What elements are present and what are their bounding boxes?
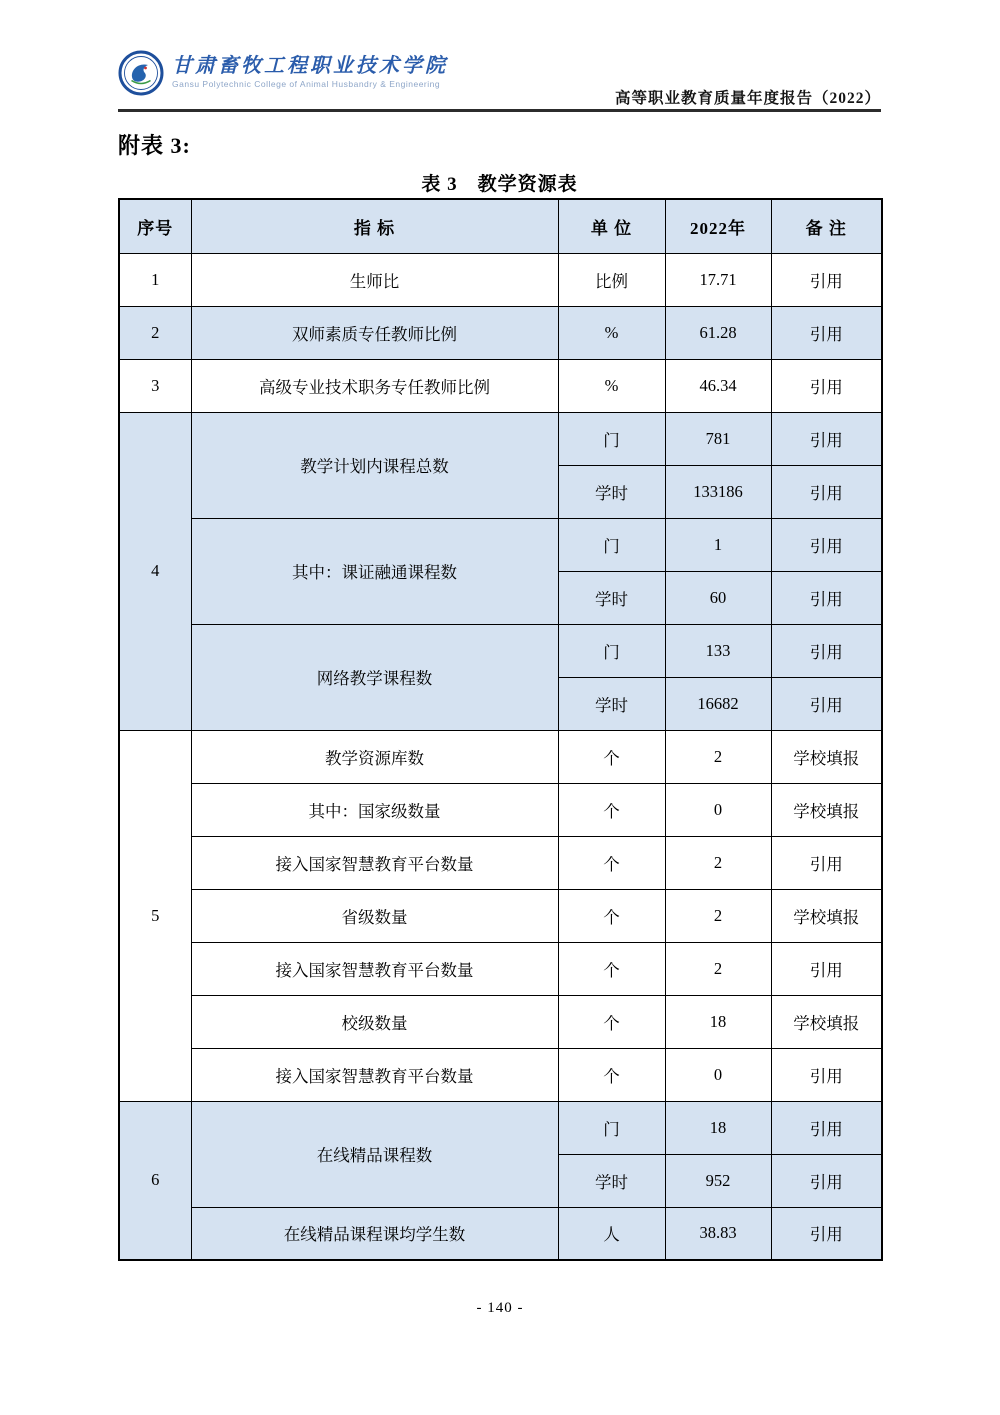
cell-no: 3 (119, 359, 191, 412)
cell-indicator: 接入国家智慧教育平台数量 (191, 942, 558, 995)
cell-indicator: 省级数量 (191, 889, 558, 942)
cell-unit: 个 (558, 730, 665, 783)
cell-unit: 个 (558, 1048, 665, 1101)
cell-value: 0 (665, 783, 771, 836)
cell-indicator: 其中：课证融通课程数 (191, 518, 558, 624)
table-row (119, 1048, 882, 1101)
table-row (119, 518, 882, 571)
cell-no: 5 (119, 730, 191, 1101)
cell-indicator: 网络教学课程数 (191, 624, 558, 730)
school-brand (118, 50, 448, 96)
cell-value: 18 (665, 995, 771, 1048)
school-emblem-icon (118, 50, 164, 96)
cell-note: 引用 (771, 412, 882, 465)
teaching-resources-table (118, 198, 883, 1261)
cell-note: 引用 (771, 1101, 882, 1154)
cell-note: 引用 (771, 359, 882, 412)
table-row (119, 942, 882, 995)
school-name-cn: 甘肃畜牧工程职业技术学院 (172, 55, 448, 77)
col-header-no: 序号 (119, 199, 191, 253)
cell-note: 引用 (771, 253, 882, 306)
table-row (119, 412, 882, 465)
col-header-note: 备 注 (771, 199, 882, 253)
cell-indicator: 生师比 (191, 253, 558, 306)
cell-note: 引用 (771, 1154, 882, 1207)
cell-note: 学校填报 (771, 783, 882, 836)
header-divider (118, 109, 881, 112)
cell-value: 2 (665, 836, 771, 889)
col-header-unit: 单 位 (558, 199, 665, 253)
cell-value: 46.34 (665, 359, 771, 412)
cell-note: 引用 (771, 465, 882, 518)
cell-indicator: 校级数量 (191, 995, 558, 1048)
col-header-indicator: 指 标 (191, 199, 558, 253)
table-row (119, 306, 882, 359)
school-name-en: Gansu Polytechnic College of Animal Husbandry & Engineering (172, 79, 441, 89)
table-title: 表 3 教学资源表 (421, 174, 578, 195)
table-header-row (119, 199, 882, 253)
report-title: 高等职业教育质量年度报告（2022） (614, 90, 881, 107)
cell-unit: 学时 (558, 1154, 665, 1207)
cell-note: 引用 (771, 1048, 882, 1101)
cell-note: 引用 (771, 624, 882, 677)
cell-note: 引用 (771, 571, 882, 624)
cell-unit: 门 (558, 412, 665, 465)
col-header-year: 2022年 (665, 199, 771, 253)
cell-indicator: 双师素质专任教师比例 (191, 306, 558, 359)
cell-no: 2 (119, 306, 191, 359)
cell-unit: 个 (558, 889, 665, 942)
cell-no: 1 (119, 253, 191, 306)
table-row (119, 253, 882, 306)
cell-value: 0 (665, 1048, 771, 1101)
table-row (119, 1207, 882, 1260)
cell-unit: 个 (558, 836, 665, 889)
cell-value: 1 (665, 518, 771, 571)
cell-value: 18 (665, 1101, 771, 1154)
cell-value: 952 (665, 1154, 771, 1207)
cell-indicator: 在线精品课程课均学生数 (191, 1207, 558, 1260)
cell-value: 60 (665, 571, 771, 624)
cell-note: 引用 (771, 1207, 882, 1260)
table-row (119, 836, 882, 889)
cell-unit: 比例 (558, 253, 665, 306)
cell-indicator: 接入国家智慧教育平台数量 (191, 1048, 558, 1101)
cell-note: 学校填报 (771, 730, 882, 783)
table-row (119, 359, 882, 412)
table-row (119, 1101, 882, 1154)
cell-unit: 人 (558, 1207, 665, 1260)
cell-no: 6 (119, 1101, 191, 1260)
cell-value: 133186 (665, 465, 771, 518)
cell-unit: 学时 (558, 465, 665, 518)
table-row (119, 730, 882, 783)
appendix-label: 附表 3: (118, 133, 191, 158)
table-row (119, 624, 882, 677)
cell-unit: % (558, 359, 665, 412)
document-header (118, 50, 881, 108)
cell-note: 引用 (771, 942, 882, 995)
cell-value: 781 (665, 412, 771, 465)
cell-note: 引用 (771, 677, 882, 730)
cell-indicator: 在线精品课程数 (191, 1101, 558, 1207)
cell-value: 133 (665, 624, 771, 677)
cell-value: 61.28 (665, 306, 771, 359)
cell-value: 2 (665, 730, 771, 783)
cell-unit: 个 (558, 783, 665, 836)
cell-unit: 个 (558, 995, 665, 1048)
cell-no: 4 (119, 412, 191, 730)
table-row (119, 889, 882, 942)
cell-indicator: 其中：国家级数量 (191, 783, 558, 836)
cell-note: 引用 (771, 306, 882, 359)
cell-unit: 学时 (558, 571, 665, 624)
page-number: - 140 - (476, 1300, 524, 1316)
cell-note: 引用 (771, 518, 882, 571)
cell-indicator: 教学计划内课程总数 (191, 412, 558, 518)
cell-indicator: 高级专业技术职务专任教师比例 (191, 359, 558, 412)
cell-unit: 学时 (558, 677, 665, 730)
cell-note: 学校填报 (771, 889, 882, 942)
cell-unit: 门 (558, 1101, 665, 1154)
cell-unit: 门 (558, 624, 665, 677)
cell-value: 2 (665, 942, 771, 995)
cell-value: 16682 (665, 677, 771, 730)
cell-indicator: 教学资源库数 (191, 730, 558, 783)
school-name-block (172, 50, 448, 90)
cell-value: 17.71 (665, 253, 771, 306)
cell-value: 2 (665, 889, 771, 942)
cell-note: 引用 (771, 836, 882, 889)
cell-indicator: 接入国家智慧教育平台数量 (191, 836, 558, 889)
cell-value: 38.83 (665, 1207, 771, 1260)
table-row (119, 995, 882, 1048)
cell-unit: % (558, 306, 665, 359)
cell-unit: 门 (558, 518, 665, 571)
cell-unit: 个 (558, 942, 665, 995)
table-row (119, 783, 882, 836)
cell-note: 学校填报 (771, 995, 882, 1048)
